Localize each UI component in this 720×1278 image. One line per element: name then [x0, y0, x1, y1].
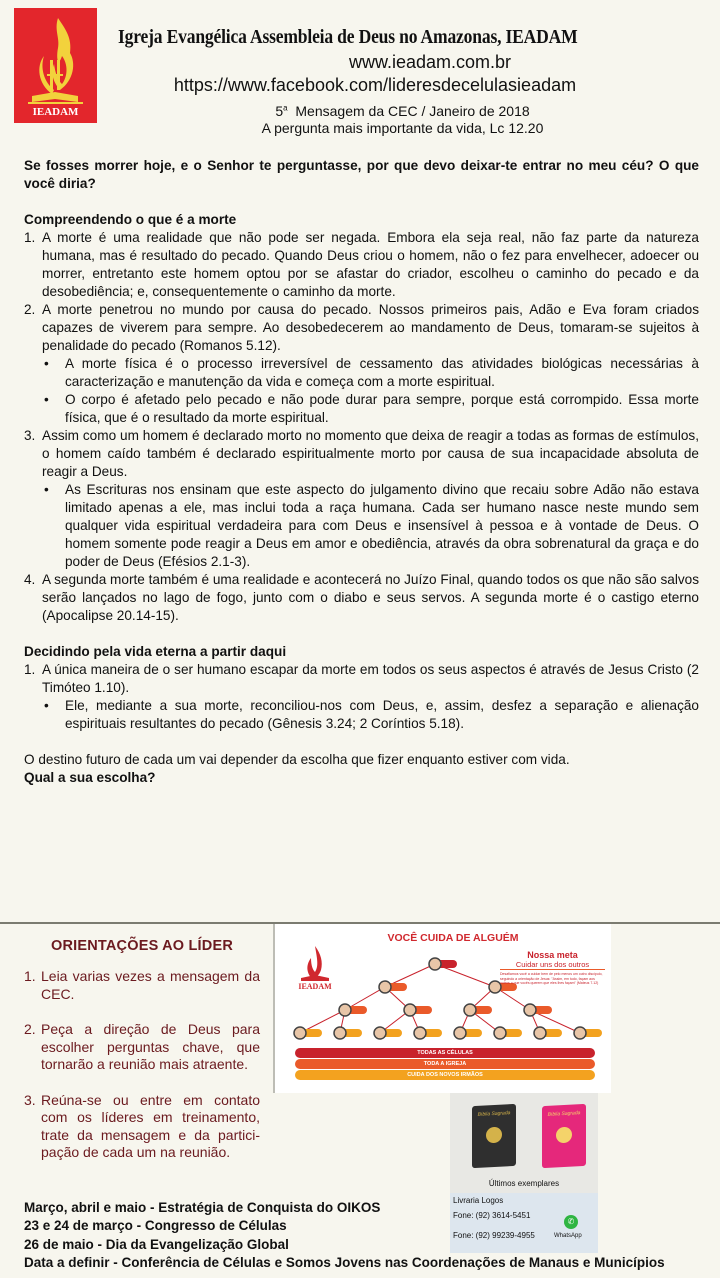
bullet-text: O corpo é afetado pelo pecado e não pode durar para sempre, porque está corrompido. Essa morte física, que é o resultado da morte espiritual.	[65, 392, 699, 425]
person-avatar-icon	[494, 1027, 506, 1039]
list-text: A única maneira de o ser humano escapar da morte em todos os seus aspectos é através de Jesus Cristo (2 Timóteo 1.10).	[42, 662, 699, 695]
list-text: A morte é uma realidade que não pode ser negada. Embora ela seja real, não faz parte da natureza humana, mas é resultado do pecado. Quando Deus criou o homem, não o fez para envelhecer, adoecer ou morrer, entretanto este homem optou por se afastar do criador, escolheu o caminho do pecado e da desobediência; e, consequentemente o caminho da morte.	[42, 230, 699, 299]
svg-text:IEADAM: IEADAM	[32, 106, 79, 118]
guideline-text: Reúna-se ou entre em contato com os líderes em treinamento, trate da mensagem e da partici-pação de cada um na reunião.	[41, 1091, 260, 1160]
bullet-icon: •	[44, 356, 49, 371]
list-number: 4.	[24, 572, 36, 587]
goal-subtitle: Cuidar uns dos outros	[500, 960, 605, 970]
list-number: 1.	[24, 230, 36, 245]
closing-line: O destino futuro de cada um vai depender da escolha que fizer enquanto estiver com vida.	[24, 752, 570, 767]
person-avatar-icon	[334, 1027, 346, 1039]
guideline-item	[24, 1021, 260, 1074]
events-list	[24, 1199, 714, 1272]
bullet-icon: •	[44, 392, 49, 407]
event-item: 23 e 24 de março - Congresso de Células	[24, 1218, 287, 1234]
gold-emblem-icon	[486, 1127, 502, 1144]
website-link[interactable]: www.ieadam.com.br	[348, 52, 512, 72]
section2-list	[24, 661, 699, 733]
church-name: Igreja Evangélica Assembleia de Deus no Amazonas, IEADAM	[118, 27, 578, 48]
message-line: 5$^a$ Mensagem da CEC / Janeiro de 2018	[275, 103, 530, 119]
bullet-text: A morte física é o processo irreversível de cessamento das atividades biológicas necessárias à caracterização e manutenção da vida e começa com a morte espiritual.	[65, 356, 699, 389]
person-avatar-icon	[339, 1004, 351, 1016]
svg-text:IEADAM: IEADAM	[298, 982, 332, 990]
facebook-link[interactable]: https://www.facebook.com/lideresdecelulasieadam	[173, 75, 577, 95]
last-copies: Últimos exemplares	[488, 1179, 560, 1188]
person-avatar-icon	[464, 1004, 476, 1016]
band-whole-church: TODA A IGREJA	[295, 1059, 595, 1069]
guidelines-title: ORIENTAÇÕES AO LÍDER	[50, 938, 234, 954]
list-item	[24, 301, 699, 355]
band-new-members: CUIDA DOS NOVOS IRMÃOS	[295, 1070, 595, 1080]
pink-bible-image: Bíblia Sagrada	[542, 1104, 586, 1168]
bullet-icon: •	[44, 482, 49, 497]
whatsapp-icon: ✆	[564, 1215, 578, 1229]
store-phone-2[interactable]: Fone: (92) 99239-4955	[453, 1231, 535, 1240]
event-item: Data a definir - Conferência de Células e Somos Jovens nas Coordenações de Manaus e Municípios	[24, 1254, 665, 1270]
store-phone-1[interactable]: Fone: (92) 3614-5451	[453, 1211, 531, 1220]
person-avatar-icon	[574, 1027, 586, 1039]
person-avatar-icon	[404, 1004, 416, 1016]
person-avatar-icon	[524, 1004, 536, 1016]
person-avatar-icon	[374, 1027, 386, 1039]
guideline-item	[24, 1092, 260, 1162]
bullet-text: As Escrituras nos ensinam que este aspecto do julgamento divino que recaiu sobre Adão não estava limitado apenas a ele, mas inclui toda a raça humana. Cada ser humano nasce neste mundo sem qualquer vida espiritual verdadeira para com Deus e insensível à pessoa e à vontade de Deus. O homem somente pode reagir a Deus em amor e obediência, através da obra sobrenatural da graça e do poder de Deus (Efésios 2.1-3).	[65, 482, 699, 569]
infographic-title: VOCÊ CUIDA DE ALGUÉM	[387, 932, 519, 944]
intro-question: Se fosses morrer hoje, e o Senhor te perguntasse, por que devo deixar-te entrar no meu céu? O que você diria?	[24, 158, 699, 191]
event-item: Março, abril e maio - Estratégia de Conquista do OIKOS	[24, 1200, 381, 1215]
list-number: 1.	[24, 662, 36, 677]
message-subtitle: A pergunta mais importante da vida, Lc 12.20	[261, 120, 544, 136]
care-infographic	[273, 924, 611, 1093]
list-text: Assim como um homem é declarado morto no momento que deixa de reagir a todas as formas de estímulos, o homem caído também é declarado espiritualmente morto por causa de sua incapacidade absoluta de reagir a Deus.	[42, 428, 699, 479]
whatsapp-label: WhatsApp	[554, 1233, 582, 1239]
guideline-number: 1.	[24, 968, 36, 984]
person-avatar-icon	[414, 1027, 426, 1039]
bullet-item	[24, 481, 699, 571]
guideline-item	[24, 968, 260, 1003]
message-body	[24, 157, 699, 787]
bullet-icon: •	[44, 698, 49, 713]
gold-emblem-icon	[556, 1127, 572, 1144]
guideline-number: 3.	[24, 1091, 36, 1108]
event-item: 26 de maio - Dia da Evangelização Global	[24, 1236, 289, 1252]
guideline-text: Peça a direção de Deus para escolher perguntas chave, que tornarão a reunião mais atraente.	[41, 1021, 260, 1072]
person-avatar-icon	[454, 1027, 466, 1039]
bullet-item	[24, 697, 699, 733]
bibles-ad	[450, 1093, 598, 1203]
bullet-item	[24, 355, 699, 391]
guideline-text: Leia varias vezes a mensagem da CEC.	[41, 968, 260, 1002]
leader-guidelines	[24, 930, 260, 1180]
section-heading: Compreendendo o que é a morte	[24, 212, 237, 227]
band-all-cells: TODAS AS CÉLULAS	[295, 1048, 595, 1058]
list-item	[24, 229, 699, 301]
black-bible-image: Bíblia Sagrada	[472, 1104, 516, 1168]
list-text: A morte penetrou no mundo por causa do pecado. Nossos primeiros pais, Adão e Eva foram criados capazes de viverem para sempre. Ao desobedecerem ao mandamento de Deus, tomaram-se sujeitos à penalidade do pecado (Romanos 5.12).	[42, 302, 699, 353]
list-item	[24, 571, 699, 625]
list-text: A segunda morte também é uma realidade e acontecerá no Juízo Final, quando todos os que não são salvos serão lançados no lago de fogo, junto com o diabo e seus servos. A segunda morte é o castigo eterno (Apocalipse 20.14-15).	[42, 572, 699, 623]
list-number: 2.	[24, 302, 36, 317]
bullet-text: Ele, mediante a sua morte, reconciliou-nos com Deus, e, assim, desfez a separação e alienação espirituais resultantes do pecado (Gênesis 3.24; 2 Coríntios 5.18).	[65, 698, 699, 731]
list-item	[24, 427, 699, 481]
person-avatar-icon	[534, 1027, 546, 1039]
closing-question: Qual a sua escolha?	[24, 770, 156, 785]
person-avatar-icon	[429, 958, 441, 970]
bullet-item	[24, 391, 699, 427]
person-avatar-icon	[294, 1027, 306, 1039]
guideline-number: 2.	[24, 1021, 36, 1037]
goal-title: Nossa meta	[527, 950, 578, 960]
list-number: 3.	[24, 428, 36, 443]
section1-list	[24, 229, 699, 625]
goal-box	[500, 950, 605, 986]
store-name: Livraria Logos	[453, 1196, 504, 1205]
list-item	[24, 661, 699, 697]
section-heading: Decidindo pela vida eterna a partir daqui	[24, 644, 287, 659]
person-avatar-icon	[379, 981, 391, 993]
goal-text: Desafiamos você a cuidar bem de pelo menos um outro discípulo, seguindo a orientação de Jesus: "Assim, em tudo, façam aos outros o que vocês querem que eles lhes façam" (Mateus 7.12)	[500, 972, 603, 985]
